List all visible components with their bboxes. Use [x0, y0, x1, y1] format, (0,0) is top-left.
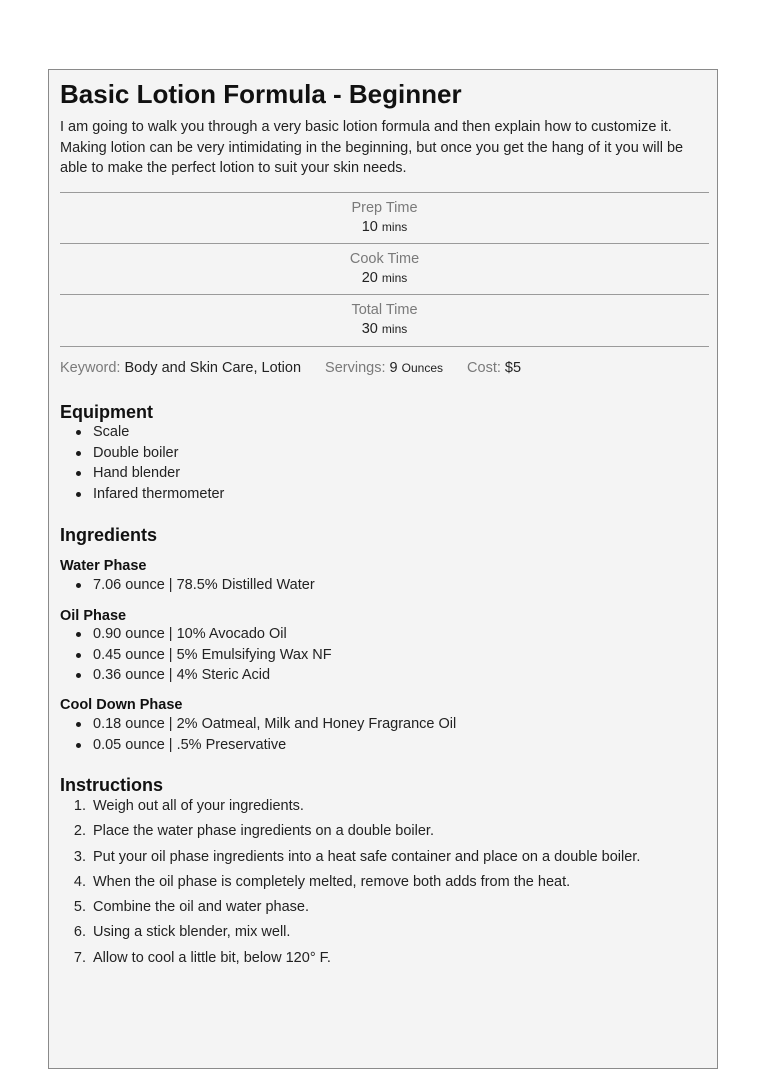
step-text: Weigh out all of your ingredients. [93, 798, 304, 814]
instructions-list [60, 794, 700, 971]
step-number: 5. [73, 899, 86, 916]
water-phase-list [60, 575, 700, 596]
prep-time [60, 192, 709, 243]
total-time-unit: mins [381, 322, 408, 336]
cooldown-phase-list [60, 714, 700, 755]
equipment-item: Hand blender [60, 463, 700, 484]
prep-time-value: 10 mins [361, 219, 408, 235]
cook-time-value: 20 mins [361, 270, 408, 286]
servings-group [325, 360, 443, 376]
ingredient-item: 0.45 ounce | 5% Emulsifying Wax NF [60, 645, 700, 666]
step-text: Place the water phase ingredients on a double boiler. [93, 823, 434, 840]
instruction-step [60, 794, 700, 819]
equipment-heading: Equipment [60, 402, 153, 422]
equipment-list [60, 422, 700, 504]
ingredient-item: 0.05 ounce | .5% Preservative [60, 735, 700, 756]
oil-phase-list [60, 624, 700, 686]
instruction-step [60, 819, 700, 844]
ingredient-item: 0.36 ounce | 4% Steric Acid [60, 665, 700, 686]
equipment-item: Scale [60, 422, 700, 443]
step-number: 6. [73, 924, 86, 941]
ingredient-group-oil: Oil Phase [60, 608, 127, 624]
recipe-meta [60, 360, 709, 376]
instruction-step [60, 946, 700, 971]
recipe-times [60, 192, 709, 347]
ingredient-item: 7.06 ounce | 78.5% Distilled Water [60, 575, 700, 596]
step-text: Put your oil phase ingredients into a heat safe container and place on a double boiler. [93, 848, 641, 865]
cook-time-unit: mins [381, 271, 408, 285]
ingredient-group-cooldown: Cool Down Phase [60, 697, 183, 713]
keyword-value: Body and Skin Care, Lotion [124, 360, 302, 376]
step-number: 7. [73, 949, 86, 966]
equipment-item: Infared thermometer [60, 484, 700, 505]
recipe-card [48, 69, 718, 1069]
step-text: Using a stick blender, mix well. [93, 924, 291, 941]
keyword-label: Keyword: [60, 360, 121, 376]
instruction-step [60, 845, 700, 870]
step-text: When the oil phase is completely melted, remove both adds from the heat. [93, 873, 571, 890]
step-number: 1. [73, 798, 86, 814]
prep-time-label: Prep Time [351, 200, 418, 216]
servings-value: 9 [389, 360, 398, 376]
ingredient-item: 0.90 ounce | 10% Avocado Oil [60, 624, 700, 645]
ingredients-heading: Ingredients [60, 525, 158, 545]
instruction-step [60, 895, 700, 920]
instruction-step [60, 920, 700, 945]
ingredient-item: 0.18 ounce | 2% Oatmeal, Milk and Honey Fragrance Oil [60, 714, 700, 735]
total-time [60, 294, 709, 347]
recipe-title: Basic Lotion Formula - Beginner [60, 79, 462, 109]
instruction-step [60, 870, 700, 895]
step-number: 2. [73, 823, 86, 840]
total-time-label: Total Time [351, 302, 418, 318]
keyword-group [60, 360, 301, 376]
servings-label: Servings: [325, 360, 386, 376]
cook-time [60, 243, 709, 294]
ingredient-group-water: Water Phase [60, 558, 147, 574]
equipment-item: Double boiler [60, 443, 700, 464]
step-number: 3. [73, 848, 86, 865]
cost-label: Cost: [467, 360, 501, 376]
step-text: Combine the oil and water phase. [93, 899, 310, 916]
servings-unit: Ounces [401, 361, 443, 375]
step-text: Allow to cool a little bit, below 120° F. [93, 949, 331, 966]
total-time-value: 30 mins [361, 321, 408, 337]
prep-time-unit: mins [381, 220, 408, 234]
cost-value: $5 [504, 360, 522, 376]
cost-group [467, 360, 521, 376]
instructions-heading: Instructions [60, 775, 164, 795]
cook-time-label: Cook Time [349, 251, 420, 267]
step-number: 4. [73, 873, 86, 890]
recipe-summary: I am going to walk you through a very basic lotion formula and then explain how to customize it. Making lotion can be very intimidating in the beginning, but once you get the hang of it you will be able to make the perfect lotion to suit your skin needs. [60, 119, 684, 176]
